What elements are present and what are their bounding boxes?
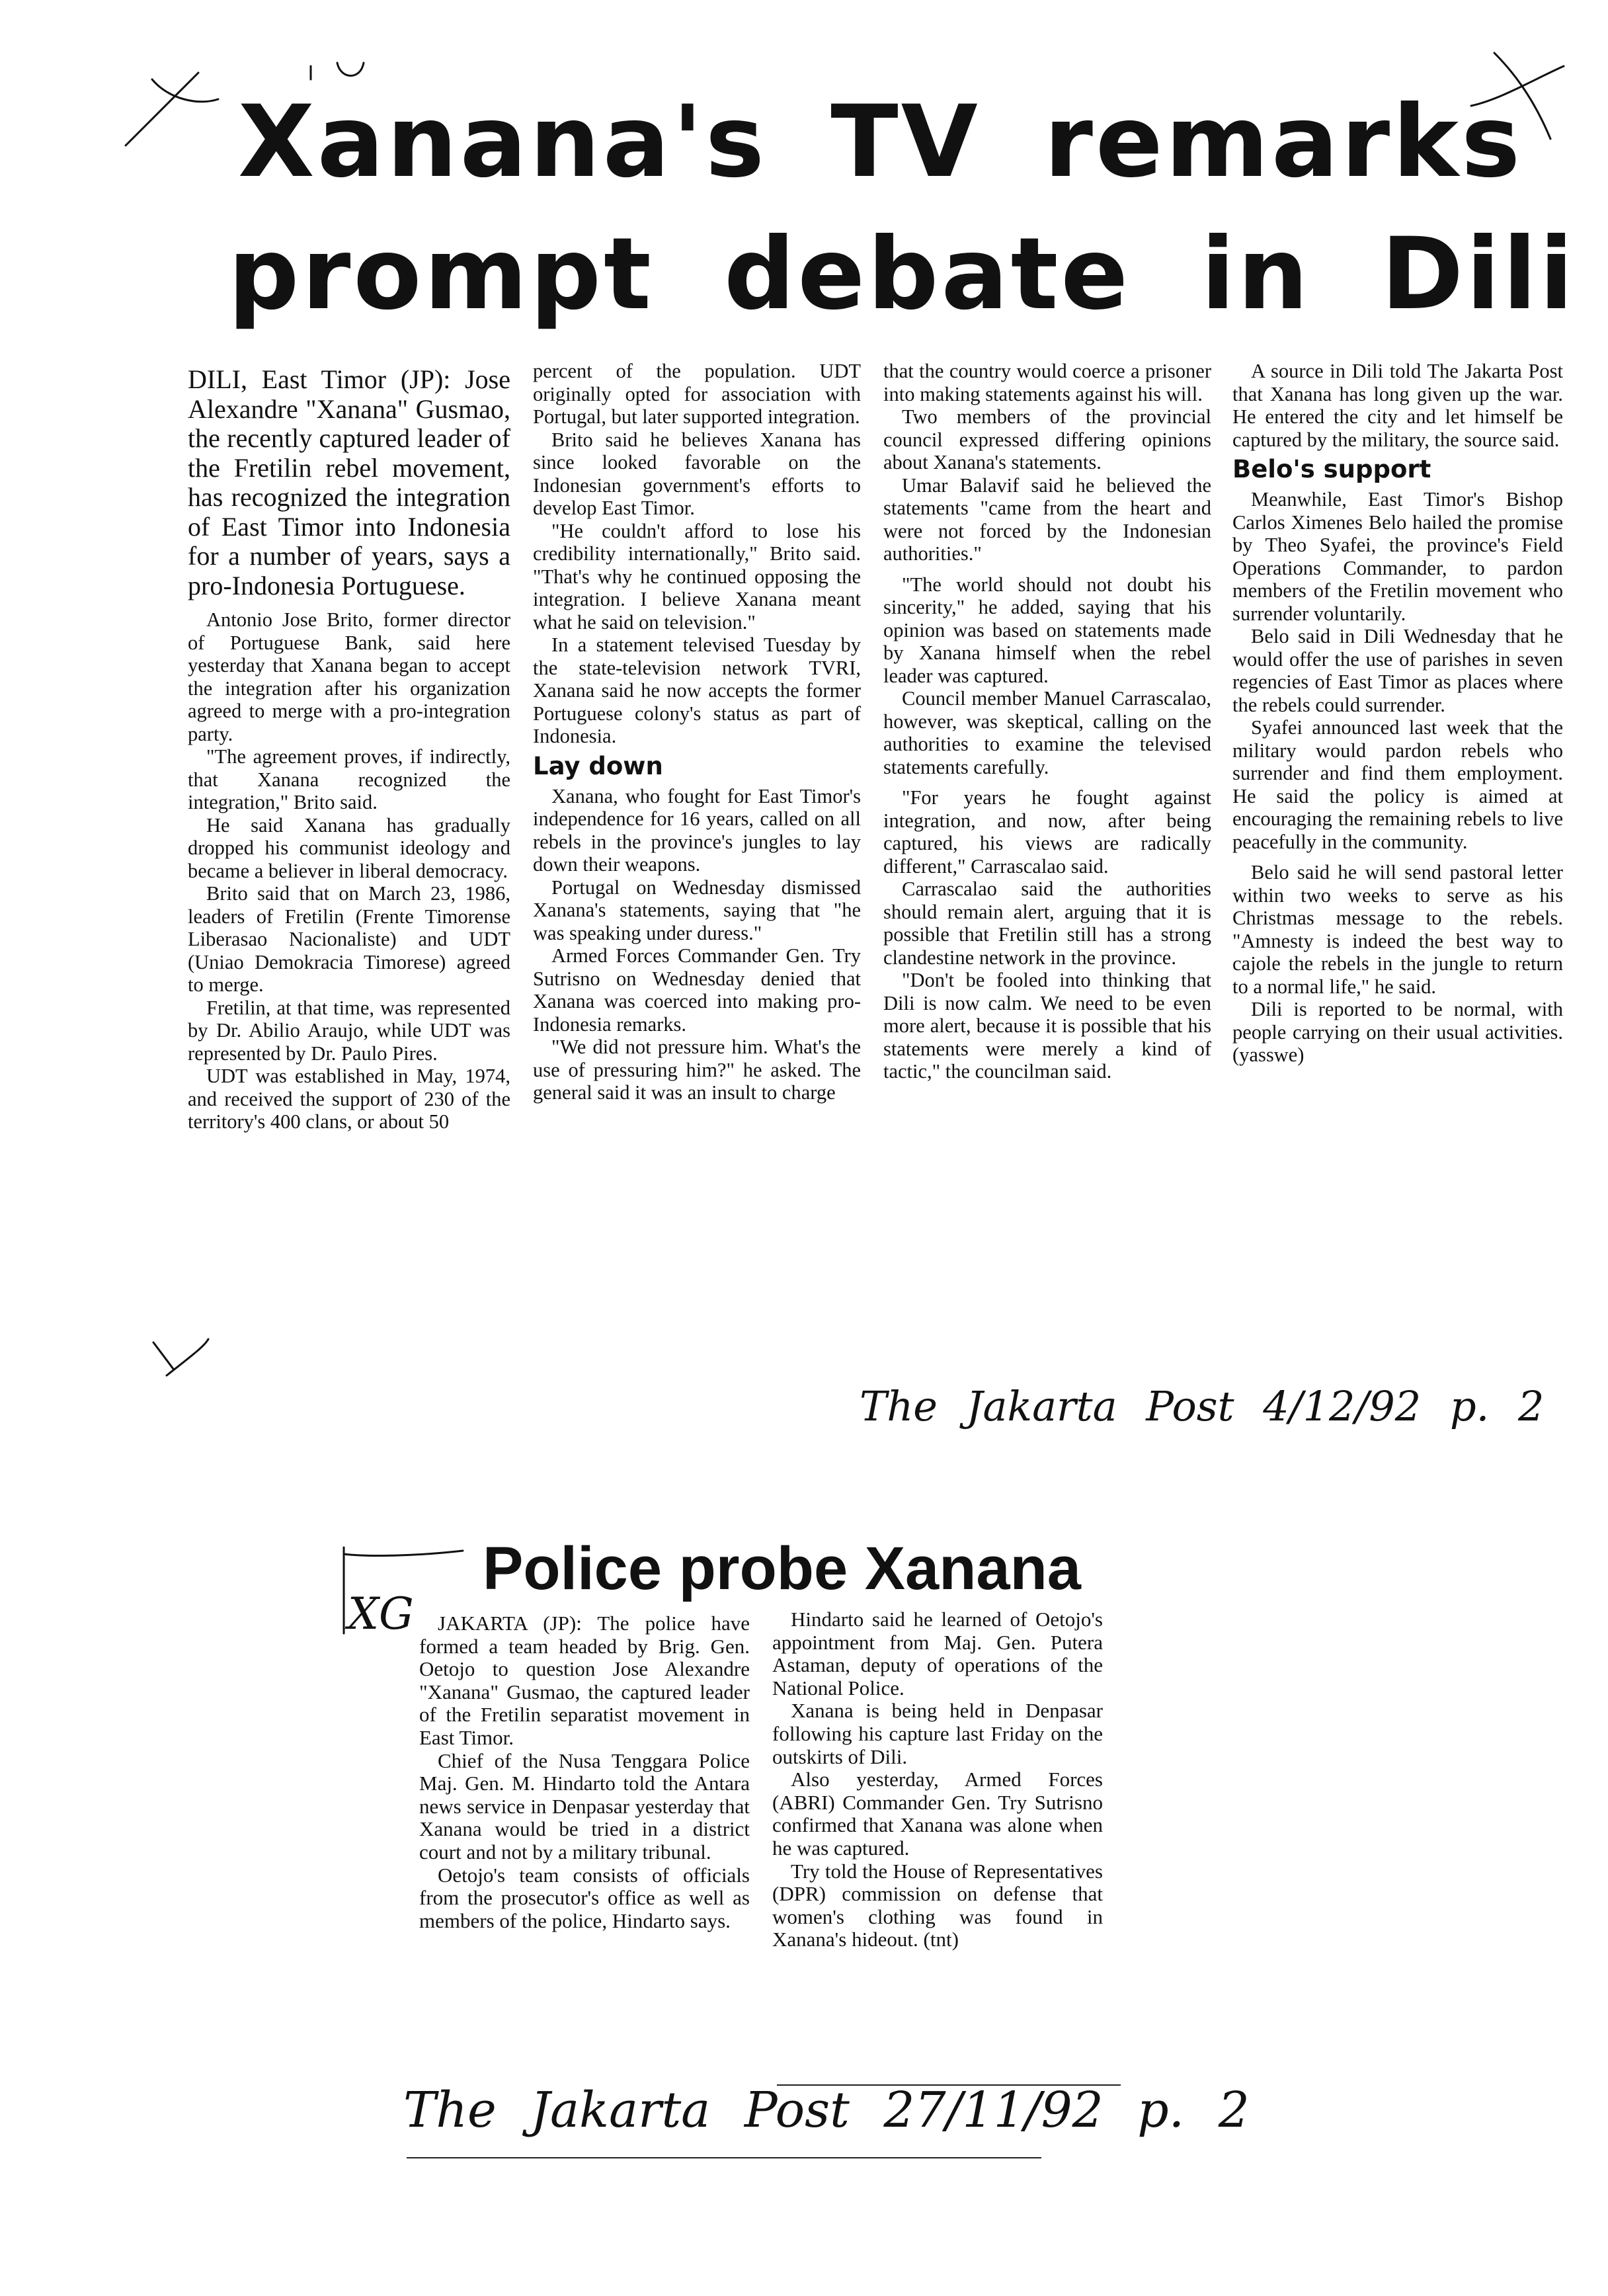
paragraph: Antonio Jose Brito, former director of Portuguese Bank, said here yesterday that Xanana began to accept the integration after his organization agreed to merge with a pro-integration party. — [188, 608, 510, 745]
paragraph: Armed Forces Commander Gen. Try Sutrisno on Wednesday denied that Xanana was coerced into making pro-Indonesia remarks. — [533, 944, 861, 1036]
paragraph: Brito said he believes Xanana has since looked favorable on the Indonesian government's efforts to develop East Timor. — [533, 428, 861, 519]
paragraph: Also yesterday, Armed Forces (ABRI) Commander Gen. Try Sutrisno confirmed that Xanana was alone when he was captured. — [772, 1768, 1103, 1860]
paragraph: Belo said in Dili Wednesday that he would offer the use of parishes in seven regencies of East Timor as places where the rebels could surrender. — [1232, 625, 1563, 716]
paragraph: Portugal on Wednesday dismissed Xanana's statements, saying that "he was speaking under duress." — [533, 876, 861, 944]
subheading-lay-down: Lay down — [533, 751, 663, 780]
stroke-left-article2 — [344, 1547, 463, 1633]
paragraph: Syafei announced last week that the military would pardon rebels who surrender and find them employment. He said the policy is aimed at encouraging the remaining rebels to live peacefully in the community. — [1232, 716, 1563, 853]
paragraph: Meanwhile, East Timor's Bishop Carlos Ximenes Belo hailed the promise by Theo Syafei, the province's Field Operations Commander, to pardon members of the Fretilin movement who surrender voluntarily. — [1232, 488, 1563, 625]
paragraph: Belo said he will send pastoral letter within two weeks to serve as his Christmas message to the rebels. "Amnesty is indeed the best way to cajole the rebels in the jungle to return to a normal life," he said. — [1232, 861, 1563, 998]
check-mark-top-right — [1471, 53, 1564, 139]
paragraph: Dili is reported to be normal, with people carrying on their usual activities. (yasswe) — [1232, 998, 1563, 1066]
paragraph: Xanana is being held in Denpasar following his capture last Friday on the outskirts of Dili. — [772, 1699, 1103, 1768]
paragraph: "Don't be fooled into thinking that Dili is now calm. We need to be even more alert, because it is possible that his statements were merely a kind of tactic," the councilman said. — [883, 969, 1211, 1083]
paragraph: He said Xanana has gradually dropped his communist ideology and became a believer in liberal democracy. — [188, 813, 510, 882]
headline-police-probe: Police probe Xanana — [483, 1535, 1081, 1602]
paragraph: that the country would coerce a prisoner into making statements against his will. — [883, 360, 1211, 405]
headline-line-1: Xanana's TV remarks — [238, 85, 1523, 200]
paragraph: A source in Dili told The Jakarta Post that Xanana has long given up the war. He entered the city and let himself be captured by the military, the source said. — [1232, 360, 1563, 451]
paragraph: Chief of the Nusa Tenggara Police Maj. Gen. M. Hindarto told the Antara news service in Denpasar yesterday that Xanana would be tried in a district court and not by a military tribunal. — [419, 1748, 750, 1864]
paragraph: Hindarto said he learned of Oetojo's appointment from Maj. Gen. Putera Astaman, deputy of operations of the National Police. — [772, 1608, 1103, 1700]
paragraph: "He couldn't afford to lose his credibility internationally," Brito said. "That's why he continued opposing the integration. I believe Xanana meant what he said on television." — [533, 519, 861, 634]
paragraph: JAKARTA (JP): The police have formed a team headed by Brig. Gen. Oetojo to question Jose Alexandre "Xanana" Gusmao, the captured leader of the Fretilin separatist movement in East Timor. — [419, 1612, 750, 1749]
paragraph: Brito said that on March 23, 1986, leaders of Fretilin (Frente Timorense Liberasao Nacionaliste) and UDT (Uniao Demokracia Timorese) agreed to merge. — [188, 882, 510, 996]
paragraph: "For years he fought against integration, and now, after being captured, his views are radically different," Carrascalao said. — [883, 786, 1211, 878]
check-mark-top-left — [126, 73, 218, 145]
check-mark-bottom-left — [153, 1339, 208, 1375]
source-note-article2: The Jakarta Post 27/11/92 p. 2 — [403, 2082, 1250, 2139]
paragraph: Fretilin, at that time, was represented by Dr. Abilio Araujo, while UDT was represented by Dr. Paulo Pires. — [188, 996, 510, 1065]
paragraph: Two members of the provincial council expressed differing opinions about Xanana's statements. — [883, 405, 1211, 473]
headline-line-2: prompt debate in Dili — [228, 217, 1576, 332]
paragraph: Xanana, who fought for East Timor's independence for 16 years, called on all rebels in the province's jungles to lay down their weapons. — [533, 784, 861, 876]
lead-paragraph: DILI, East Timor (JP): Jose Alexandre "Xanana" Gusmao, the recently captured leader of the Fretilin rebel movement, has recognized the integration of East Timor into Indonesia for a number of years, says a pro-Indonesia Portuguese. — [188, 364, 510, 600]
paragraph: In a statement televised Tuesday by the state-television network TVRI, Xanana said he now accepts the former Portuguese colony's status as part of Indonesia. — [533, 634, 861, 747]
paragraph: "The agreement proves, if indirectly, that Xanana recognized the integration," Brito said. — [188, 745, 510, 813]
margin-note-xg: XG — [348, 1588, 414, 1639]
source-note-article1: The Jakarta Post 4/12/92 p. 2 — [860, 1382, 1545, 1430]
paragraph: "The world should not doubt his sincerity," he added, saying that his opinion was based on statements made by Xanana himself when the rebel leader was captured. — [883, 573, 1211, 687]
paragraph: UDT was established in May, 1974, and received the support of 230 of the territory's 400 clans, or about 50 — [188, 1065, 510, 1133]
paragraph: Umar Balavif said he believed the statements "came from the heart and were not forced by the Indonesian authorities." — [883, 473, 1211, 565]
paragraph: Carrascalao said the authorities should remain alert, arguing that it is possible that Fretilin still has a strong clandestine network in the province. — [883, 878, 1211, 969]
paragraph: Try told the House of Representatives (DPR) commission on defense that women's clothing was found in Xanana's hideout. (tnt) — [772, 1859, 1103, 1951]
paragraph: "We did not pressure him. What's the use of pressuring him?" he asked. The general said it was an insult to charge — [533, 1036, 861, 1104]
subheading-belos-support: Belo's support — [1232, 455, 1431, 483]
paragraph: Council member Manuel Carrascalao, however, was skeptical, calling on the authorities to examine the televised statements carefully. — [883, 687, 1211, 778]
paragraph: Oetojo's team consists of officials from the prosecutor's office as well as members of the police, Hindarto says. — [419, 1863, 750, 1932]
paragraph: percent of the population. UDT originally opted for association with Portugal, but later supported integration. — [533, 360, 861, 428]
tick-mark-top — [311, 63, 364, 79]
